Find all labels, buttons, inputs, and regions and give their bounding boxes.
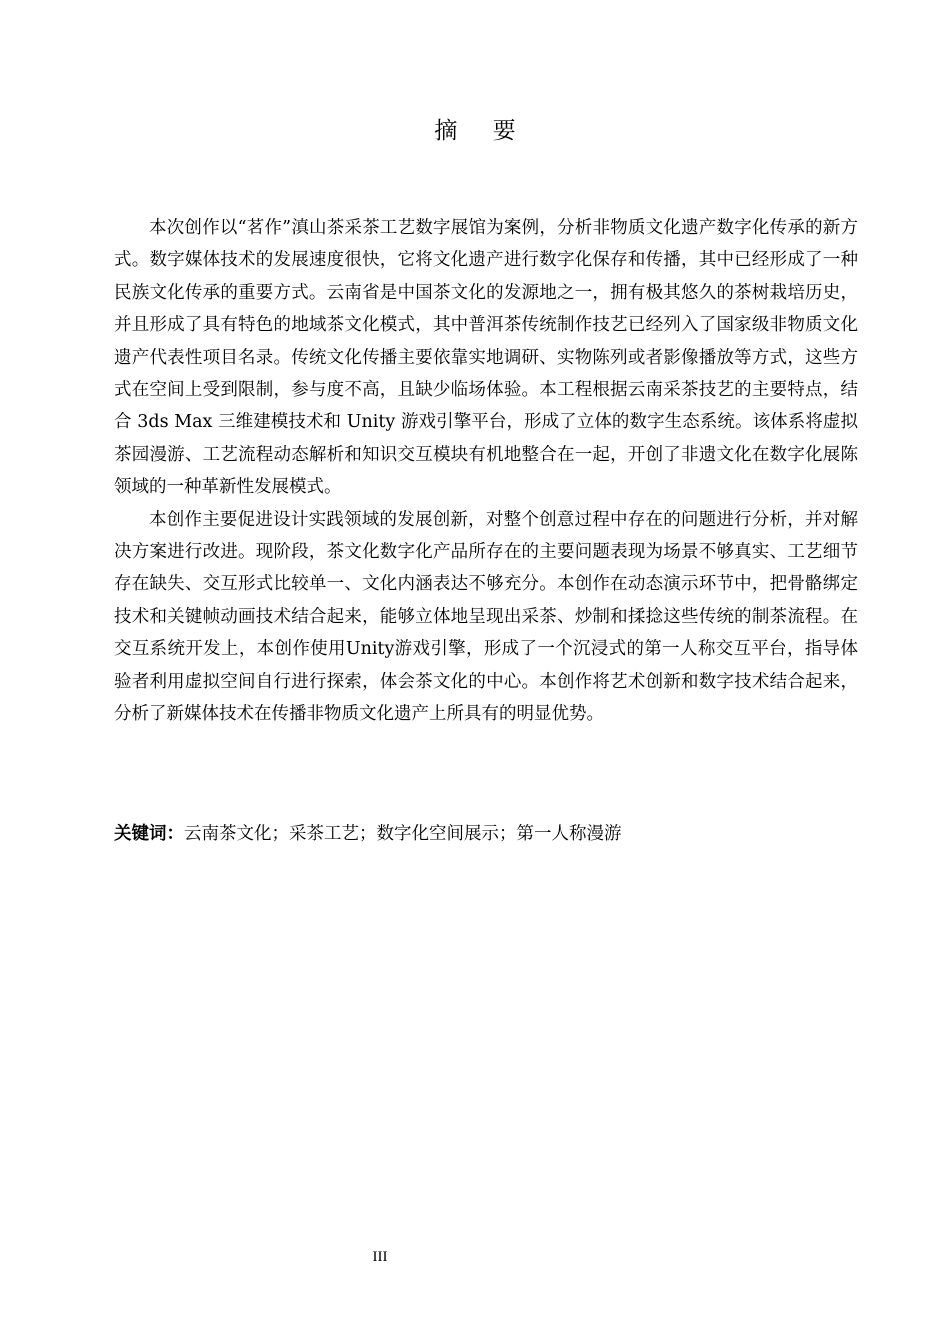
abstract-body: [114, 212, 858, 731]
keywords-line: [114, 818, 858, 850]
keywords-text: 云南茶文化；采茶工艺；数字化空间展示；第一人称漫游: [184, 824, 622, 844]
page-title: 摘 要: [434, 118, 530, 144]
abstract-paragraph-1: 本次创作以“茗作”滇山茶采茶工艺数字展馆为案例，分析非物质文化遗产数字化传承的新方式。数字媒体技术的发展速度很快，它将文化遗产进行数字化保存和传播，其中已经形成了一种民族文化传承的重要方式。云南省是中国茶文化的发源地之一，拥有极其悠久的茶树栽培历史，并且形成了具有特色的地域茶文化模式，其中普洱茶传统制作技艺已经列入了国家级非物质文化遗产代表性项目名录。传统文化传播主要依靠实地调研、实物陈列或者影像播放等方式，这些方式在空间上受到限制，参与度不高，且缺少临场体验。本工程根据云南采茶技艺的主要特点，结合 3ds Max 三维建模技术和 Unity 游戏引擎平台，形成了立体的数字生态系统。该体系将虚拟茶园漫游、工艺流程动态解析和知识交互模块有机地整合在一起，开创了非遗文化在数字化展陈领域的一种革新性发展模式。: [114, 218, 858, 498]
abstract-paragraph-2: 本创作主要促进设计实践领域的发展创新，对整个创意过程中存在的问题进行分析，并对解决方案进行改进。现阶段，茶文化数字化产品所存在的主要问题表现为场景不够真实、工艺细节存在缺失、交互形式比较单一、文化内涵表达不够充分。本创作在动态演示环节中，把骨骼绑定技术和关键帧动画技术结合起来，能够立体地呈现出采茶、炒制和揉捻这些传统的制茶流程。在交互系统开发上，本创作使用Unity游戏引擎，形成了一个沉浸式的第一人称交互平台，指导体验者利用虚拟空间自行进行探索，体会茶文化的中心。本创作将艺术创新和数字技术结合起来，分析了新媒体技术在传播非物质文化遗产上所具有的明显优势。: [114, 509, 858, 725]
page-number: III: [372, 1249, 388, 1265]
keywords-label: 关键词：: [114, 824, 184, 844]
